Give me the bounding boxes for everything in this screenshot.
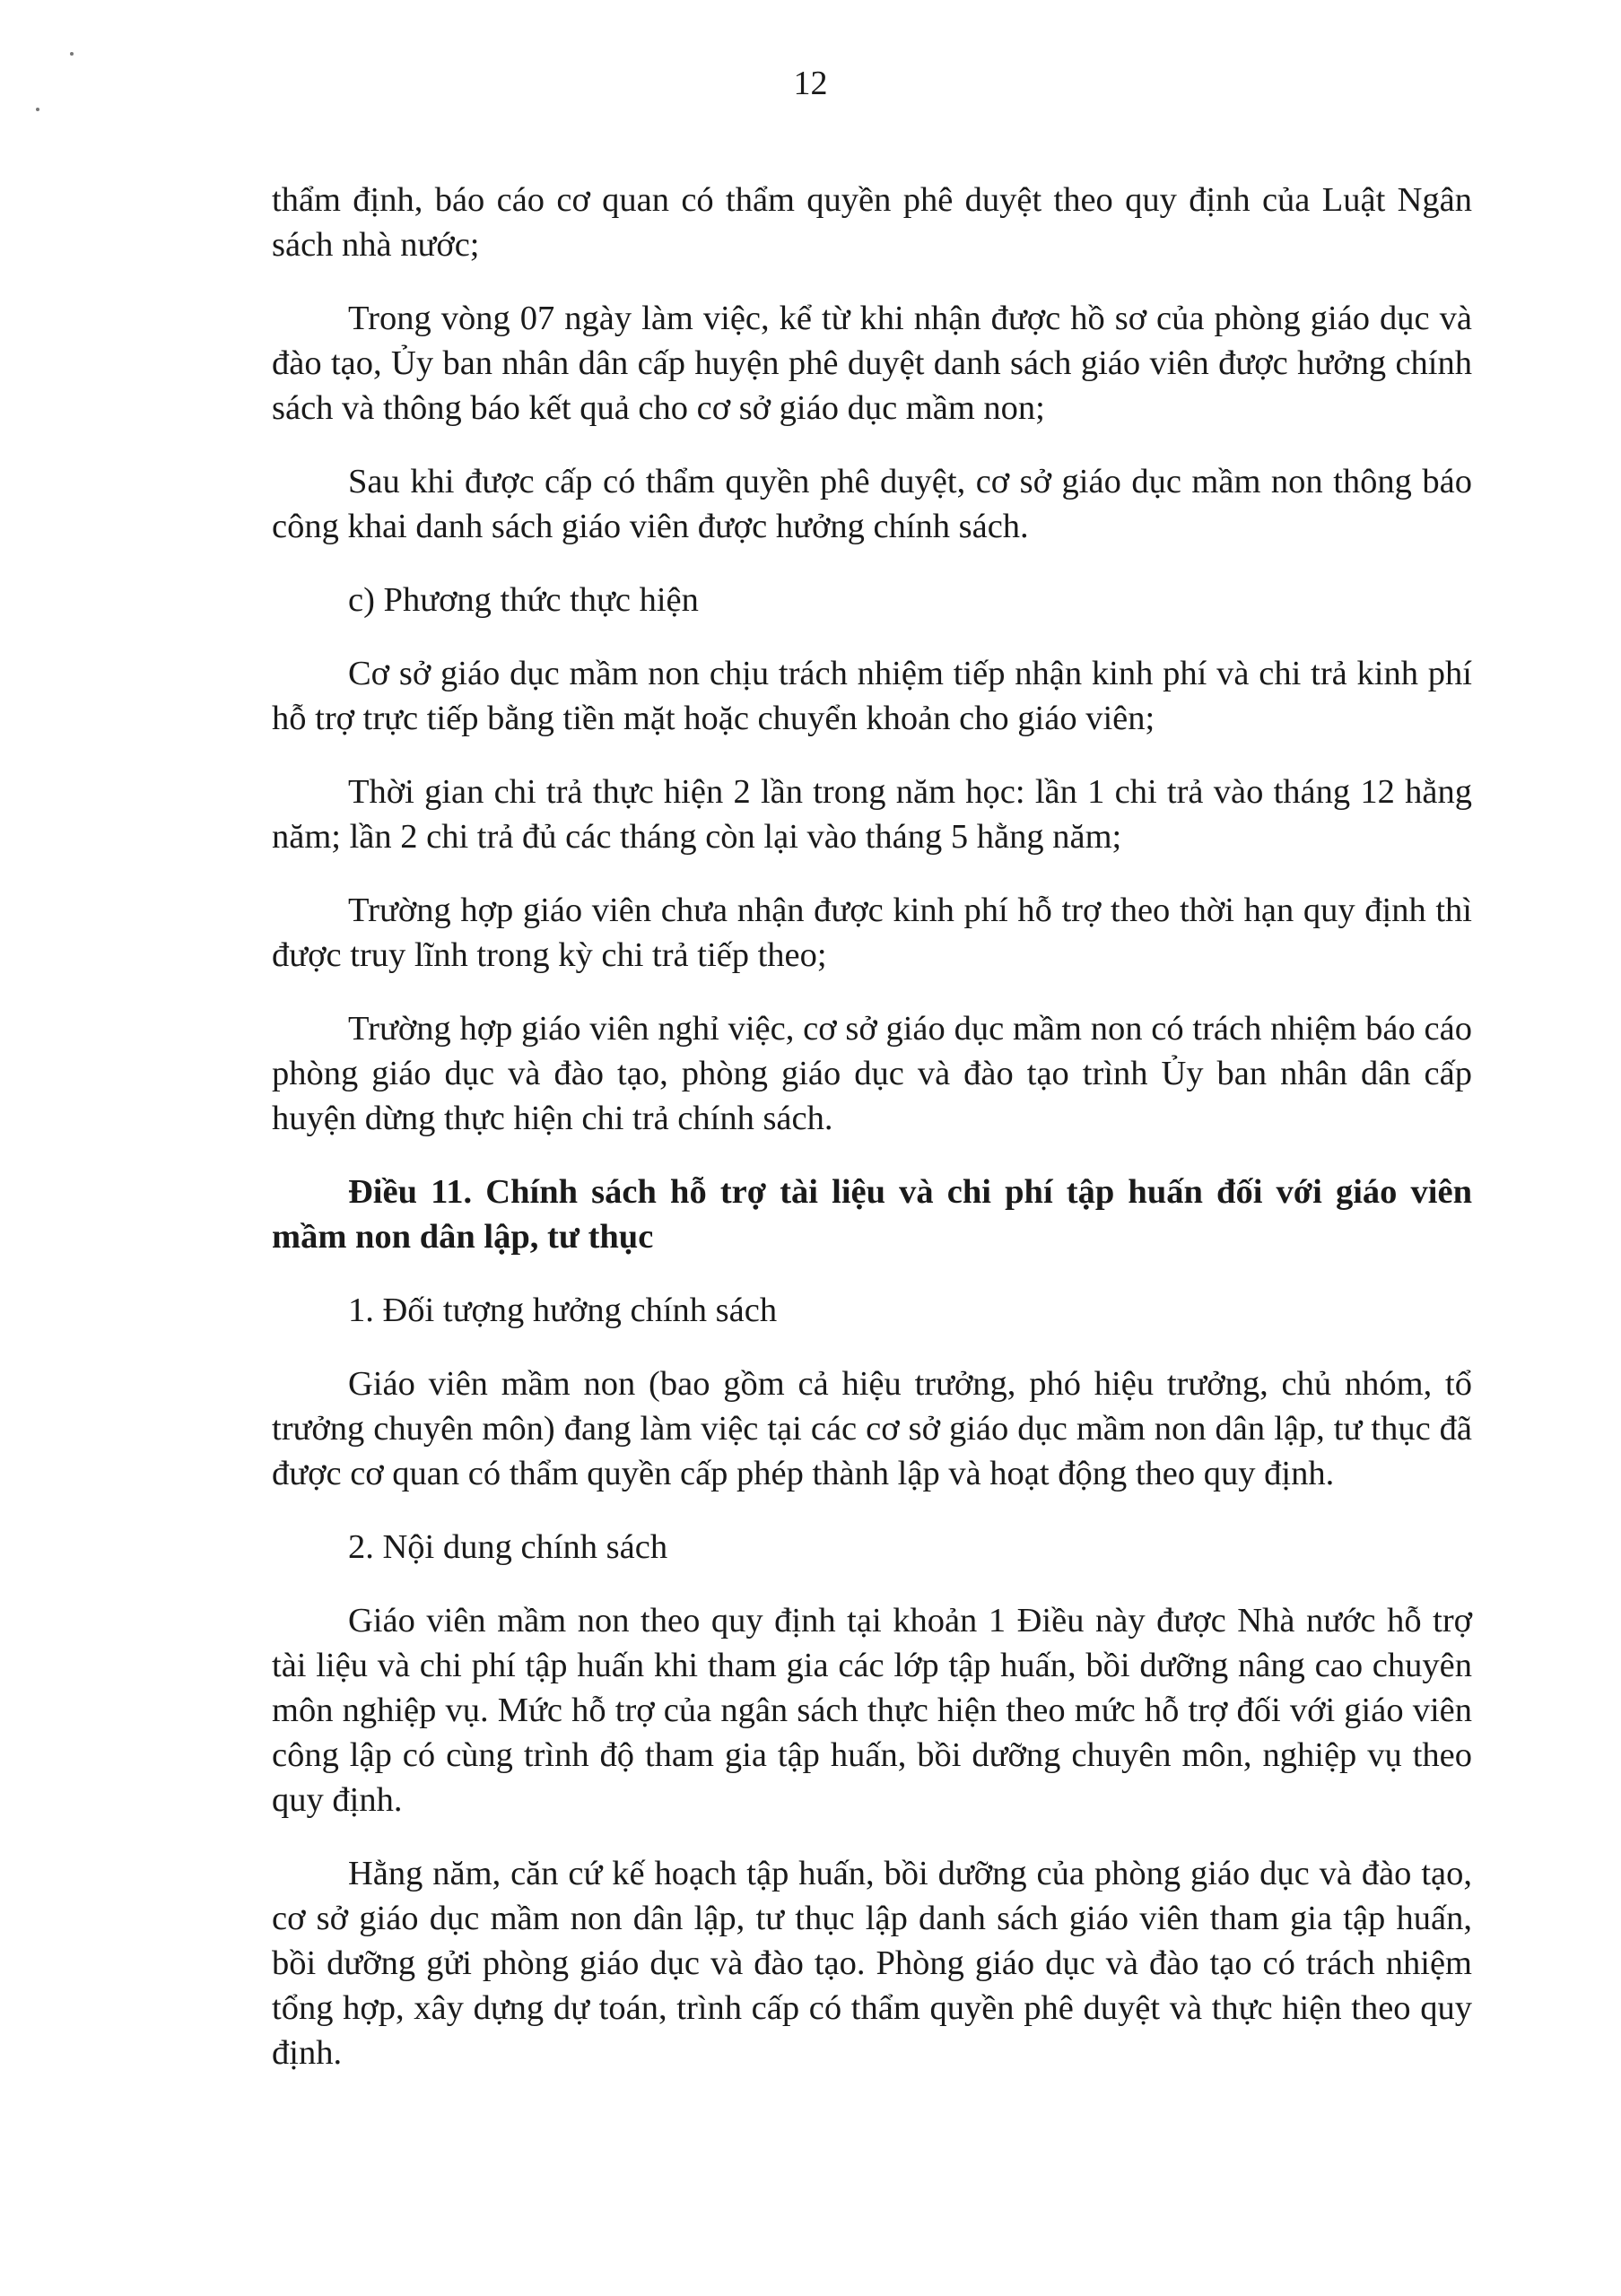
paragraph: Hằng năm, căn cứ kế hoạch tập huấn, bồi dưỡng của phòng giáo dục và đào tạo, cơ sở giáo dục mầm non dân lập, tư thục lập danh sách giáo viên tham gia tập huấn, bồi dưỡng gửi phòng giáo dục và đào tạo. Phòng giáo dục và đào tạo có trách nhiệm tổng hợp, xây dựng dự toán, trình cấp có thẩm quyền phê duyệt và thực hiện theo quy định.	[272, 1855, 1472, 2072]
paragraph: Cơ sở giáo dục mầm non chịu trách nhiệm tiếp nhận kinh phí và chi trả kinh phí hỗ trợ trực tiếp bằng tiền mặt hoặc chuyển khoản cho giáo viên;	[272, 655, 1472, 737]
paragraph: Trường hợp giáo viên chưa nhận được kinh phí hỗ trợ theo thời hạn quy định thì được truy lĩnh trong kỳ chi trả tiếp theo;	[272, 891, 1472, 974]
page-number: 12	[793, 65, 828, 102]
document-body	[272, 178, 1472, 2104]
paragraph: Giáo viên mầm non (bao gồm cả hiệu trưởng, phó hiệu trưởng, chủ nhóm, tổ trưởng chuyên môn) đang làm việc tại các cơ sở giáo dục mầm non dân lập, tư thục đã được cơ quan có thẩm quyền cấp phép thành lập và hoạt động theo quy định.	[272, 1365, 1472, 1492]
subsection-heading: 2. Nội dung chính sách	[348, 1528, 668, 1566]
paragraph: Thời gian chi trả thực hiện 2 lần trong năm học: lần 1 chi trả vào tháng 12 hằng năm; lần 2 chi trả đủ các tháng còn lại vào tháng 5 hằng năm;	[272, 773, 1472, 856]
paragraph: Giáo viên mầm non theo quy định tại khoản 1 Điều này được Nhà nước hỗ trợ tài liệu và chi phí tập huấn khi tham gia các lớp tập huấn, bồi dưỡng nâng cao chuyên môn nghiệp vụ. Mức hỗ trợ của ngân sách thực hiện theo mức hỗ trợ đối với giáo viên công lập có cùng trình độ tham gia tập huấn, bồi dưỡng chuyên môn, nghiệp vụ theo quy định.	[272, 1602, 1472, 1819]
scan-speck	[36, 108, 39, 111]
scan-speck	[70, 52, 74, 56]
paragraph: thẩm định, báo cáo cơ quan có thẩm quyền phê duyệt theo quy định của Luật Ngân sách nhà nước;	[272, 181, 1472, 264]
paragraph: Trong vòng 07 ngày làm việc, kể từ khi nhận được hồ sơ của phòng giáo dục và đào tạo, Ủy ban nhân dân cấp huyện phê duyệt danh sách giáo viên được hưởng chính sách và thông báo kết quả cho cơ sở giáo dục mầm non;	[272, 300, 1472, 427]
paragraph: Sau khi được cấp có thẩm quyền phê duyệt, cơ sở giáo dục mầm non thông báo công khai danh sách giáo viên được hưởng chính sách.	[272, 463, 1472, 545]
subsection-heading: c) Phương thức thực hiện	[348, 581, 699, 619]
subsection-heading: 1. Đối tượng hưởng chính sách	[348, 1292, 778, 1329]
paragraph: Trường hợp giáo viên nghỉ việc, cơ sở giáo dục mầm non có trách nhiệm báo cáo phòng giáo dục và đào tạo, phòng giáo dục và đào tạo trình Ủy ban nhân dân cấp huyện dừng thực hiện chi trả chính sách.	[272, 1010, 1472, 1137]
article-heading: Điều 11. Chính sách hỗ trợ tài liệu và chi phí tập huấn đối với giáo viên mầm non dân lập, tư thục	[272, 1173, 1472, 1256]
